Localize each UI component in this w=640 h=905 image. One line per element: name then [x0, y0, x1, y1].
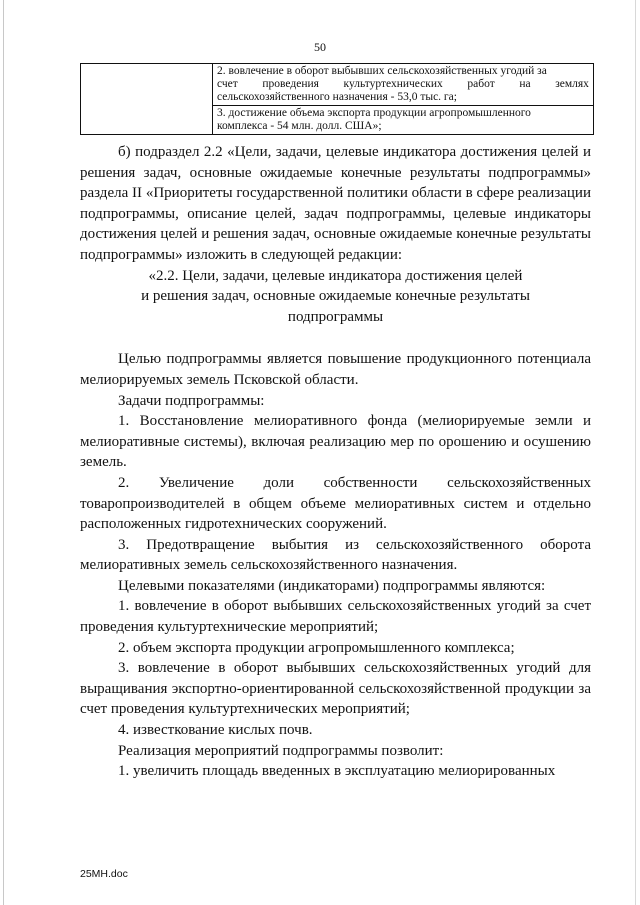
table-word: проведения [262, 78, 319, 90]
table-line: комплекса - 54 млн. долл. США»; [217, 120, 382, 132]
document-body [80, 142, 591, 782]
scan-edge-right [635, 0, 636, 905]
table-word: счет [217, 78, 238, 90]
task-item: 1. Восстановление мелиоративного фонда (мелиорируемые земли и мелиоративные системы), включая реализацию мер по орошению и осушению земель. [80, 413, 591, 471]
table-line: 2. вовлечение в оборот выбывших сельскохозяйственных угодий за [217, 65, 547, 77]
result-item: 1. увеличить площадь введенных в эксплуатацию мелиорированных [118, 763, 556, 780]
indicator-item: 1. вовлечение в оборот выбывших сельскохозяйственных угодий за счет проведения культуртехнические мероприятий; [80, 598, 591, 636]
tasks-title: Задачи подпрограммы: [118, 392, 265, 409]
table-line-justified [217, 78, 589, 91]
indicators-title: Целевыми показателями (индикаторами) подпрограммы являются: [118, 577, 546, 594]
task-item: 2. Увеличение доли собственности сельскохозяйственных товаропроизводителей в общем объеме мелиоративных систем и отдельно расположенных гидротехнических сооружений. [80, 474, 591, 533]
results-title: Реализация мероприятий подпрограммы позволит: [118, 742, 444, 759]
indicator-item: 4. известкование кислых почв. [118, 722, 313, 739]
table-word: работ [467, 78, 495, 90]
table-line: 3. достижение объема экспорта продукции агропромышленного [217, 107, 531, 119]
table-word: на [519, 78, 531, 90]
table-empty-cell [81, 64, 213, 135]
table-item [213, 64, 593, 105]
section-heading-line: «2.2. Цели, задачи, целевые индикатора достижения целей [148, 267, 523, 284]
scan-edge-left [3, 0, 4, 905]
task-item: 3. Предотвращение выбытия из сельскохозяйственного оборота мелиоративных земель сельскохозяйственного назначения. [80, 536, 591, 574]
table-word: землях [555, 78, 589, 90]
goal-paragraph: Целью подпрограммы является повышение продукционного потенциала мелиорируемых земель Псковской области. [80, 351, 591, 388]
table-line: сельскохозяйственного назначения - 53,0 тыс. га; [217, 91, 457, 103]
spacer [80, 327, 591, 349]
intro-paragraph: б) подраздел 2.2 «Цели, задачи, целевые индикатора достижения целей и решения задач, основные ожидаемые конечные результаты подпрограммы» раздела II «Приоритеты государственной политики области в сфере реализации подпрограммы, описание целей, задач подпрограммы, целевые индикаторы достижения целей и решения задач, основные ожидаемые конечные результаты подпрограммы» изложить в следующей редакции: [80, 144, 591, 263]
footer-filename: 25MH.doc [80, 868, 128, 880]
table-item [213, 105, 593, 134]
indicator-item: 3. вовлечение в оборот выбывших сельскохозяйственных угодий для выращивания экспортно-ориентированной сельскохозяйственной продукции за счет проведения культуртехнических мероприятий; [80, 660, 591, 718]
table-word: культуртехнических [343, 78, 443, 90]
table-text-cell [213, 64, 594, 135]
indicator-item: 2. объем экспорта продукции агропромышленного комплекса; [118, 639, 515, 656]
section-heading-line: и решения задач, основные ожидаемые конечные результаты [141, 288, 530, 305]
page-number: 50 [314, 40, 326, 54]
continued-table [80, 63, 594, 135]
section-heading-line: подпрограммы [287, 308, 384, 325]
